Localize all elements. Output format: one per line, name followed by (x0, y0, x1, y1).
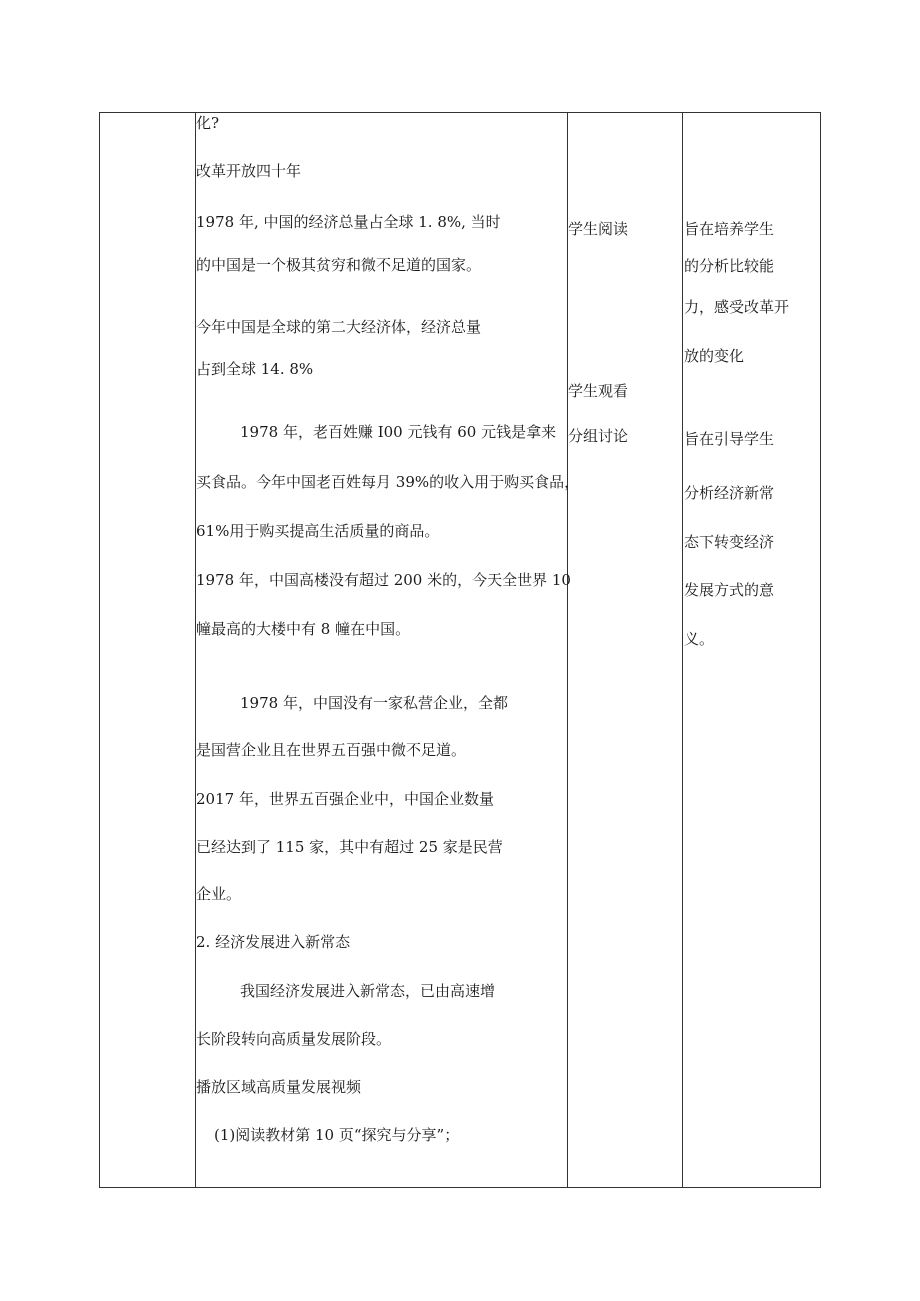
content-line: 2017 年，世界五百强企业中，中国企业数量 (196, 790, 494, 808)
column-divider (567, 113, 568, 1187)
content-line: 我国经济发展进入新常态，已由高速增 (240, 982, 496, 1000)
intent-line: 态下转变经济 (684, 533, 775, 551)
intent-line: 旨在培养学生 (684, 220, 775, 238)
intent-line: 分析经济新常 (684, 484, 775, 502)
content-line: 长阶段转向高质量发展阶段。 (196, 1030, 392, 1048)
content-line: 今年中国是全球的第二大经济体，经济总量 (196, 318, 482, 336)
intent-line: 义。 (684, 630, 715, 648)
content-line: 是国营企业且在世界五百强中微不足道。 (196, 741, 467, 759)
intent-line: 放的变化 (684, 347, 745, 365)
content-line: 1978 年，中国没有一家私营企业，全都 (240, 694, 508, 712)
section-heading: 2. 经济发展进入新常态 (196, 933, 351, 951)
content-line: (1)阅读教材第 10 页“探究与分享”； (214, 1126, 460, 1144)
content-line: 1978 年, 中国的经济总量占全球 1. 8%, 当时 (196, 213, 501, 231)
content-line: 改革开放四十年 (196, 162, 302, 180)
intent-line: 旨在引导学生 (684, 430, 775, 448)
column-divider (195, 113, 196, 1187)
intent-line: 的分析比较能 (684, 257, 775, 275)
content-line: 61%用于购买提高生活质量的商品。 (196, 522, 440, 540)
content-line: 1978 年，中国高楼没有超过 200 米的，今天全世界 10 (196, 571, 571, 589)
content-line: 企业。 (196, 885, 242, 903)
intent-line: 力，感受改革开 (684, 298, 790, 316)
content-line: 占到全球 14. 8% (196, 360, 314, 378)
content-line: 1978 年，老百姓赚 I00 元钱有 60 元钱是拿来 (240, 423, 557, 441)
activity-line: 学生阅读 (568, 220, 629, 238)
intent-line: 发展方式的意 (684, 581, 775, 599)
content-line: 的中国是一个极其贫穷和微不足道的国家。 (196, 256, 482, 274)
content-line: 播放区域高质量发展视频 (196, 1078, 362, 1096)
content-line: 化? (196, 114, 220, 132)
content-line: 买食品。今年中国老百姓每月 39%的收入用于购买食品， (196, 473, 580, 491)
activity-line: 学生观看 (568, 382, 629, 400)
activity-line: 分组讨论 (568, 427, 629, 445)
column-divider (682, 113, 683, 1187)
content-line: 幢最高的大楼中有 8 幢在中国。 (196, 620, 411, 638)
content-line: 已经达到了 115 家，其中有超过 25 家是民营 (196, 838, 503, 856)
